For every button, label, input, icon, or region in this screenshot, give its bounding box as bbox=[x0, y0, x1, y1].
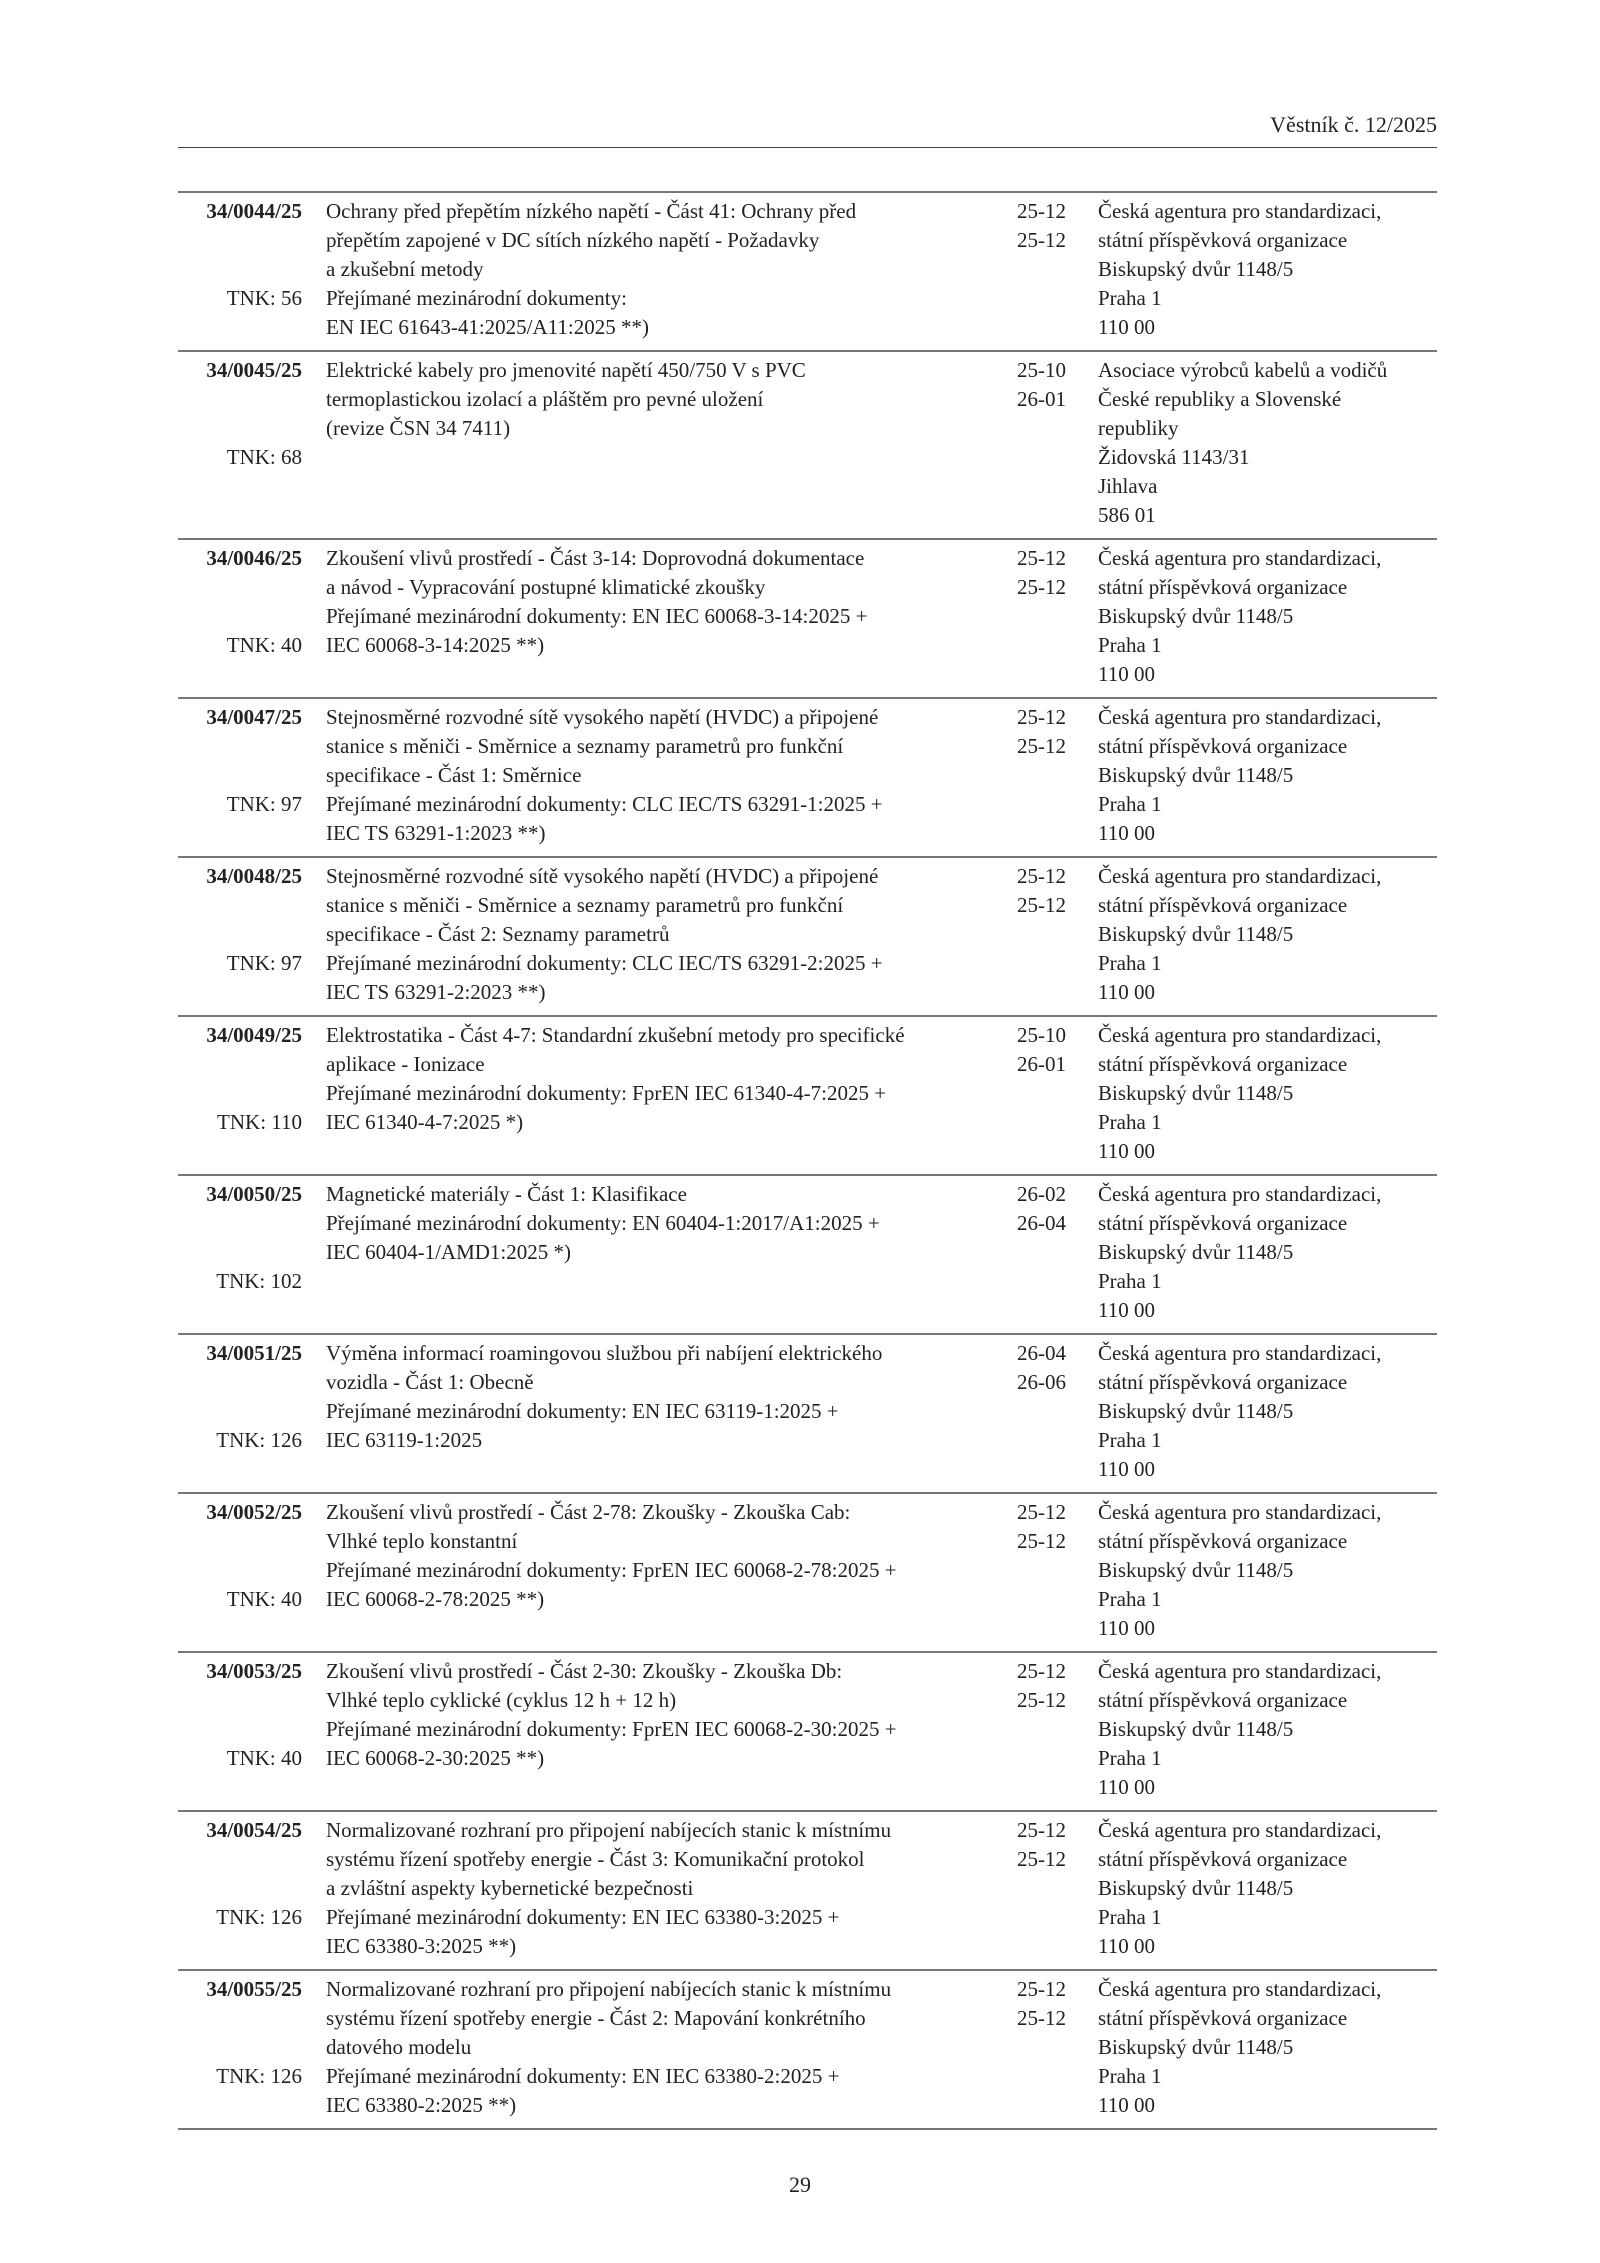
dates-column bbox=[1017, 1657, 1098, 1802]
organization-line: 110 00 bbox=[1098, 662, 1155, 686]
row-identifiers bbox=[178, 197, 302, 342]
description-line: stanice s měniči - Směrnice a seznamy parametrů pro funkční bbox=[326, 734, 844, 758]
description-line: stanice s měniči - Směrnice a seznamy parametrů pro funkční bbox=[326, 893, 844, 917]
standard-number: 34/0044/25 bbox=[206, 199, 302, 223]
tnk-number: TNK: 126 bbox=[216, 1905, 302, 1929]
organization-line: Česká agentura pro standardizaci, bbox=[1098, 1659, 1382, 1683]
description-line: IEC 60068-2-30:2025 **) bbox=[326, 1746, 545, 1770]
organization-address bbox=[1098, 862, 1437, 1007]
description-line: Magnetické materiály - Část 1: Klasifikace bbox=[326, 1182, 687, 1206]
table-row bbox=[178, 1494, 1437, 1653]
organization-address bbox=[1098, 1657, 1437, 1802]
date-value: 26-04 bbox=[1017, 1341, 1066, 1365]
row-identifiers bbox=[178, 703, 302, 848]
tnk-number: TNK: 40 bbox=[226, 1587, 302, 1611]
organization-line: Česká agentura pro standardizaci, bbox=[1098, 1341, 1382, 1365]
organization-line: 110 00 bbox=[1098, 1775, 1155, 1799]
organization-address bbox=[1098, 356, 1437, 530]
description-line: Výměna informací roamingovou službou při nabíjení elektrického bbox=[326, 1341, 883, 1365]
organization-line: Jihlava bbox=[1098, 474, 1158, 498]
description-line: specifikace - Část 2: Seznamy parametrů bbox=[326, 922, 670, 946]
organization-line: Biskupský dvůr 1148/5 bbox=[1098, 1081, 1294, 1105]
standard-number: 34/0050/25 bbox=[206, 1182, 302, 1206]
date-value: 25-12 bbox=[1017, 893, 1066, 917]
organization-line: 110 00 bbox=[1098, 980, 1155, 1004]
organization-line: Biskupský dvůr 1148/5 bbox=[1098, 1558, 1294, 1582]
description-line: IEC TS 63291-2:2023 **) bbox=[326, 980, 546, 1004]
date-value: 25-12 bbox=[1017, 1977, 1066, 2001]
date-value: 25-12 bbox=[1017, 734, 1066, 758]
table-row bbox=[178, 1335, 1437, 1494]
standard-description bbox=[326, 1180, 1017, 1325]
description-line: Normalizované rozhraní pro připojení nabíjecích stanic k místnímu bbox=[326, 1977, 892, 2001]
organization-address bbox=[1098, 1975, 1437, 2120]
organization-line: republiky bbox=[1098, 416, 1179, 440]
organization-line: Česká agentura pro standardizaci, bbox=[1098, 1818, 1382, 1842]
description-line: vozidla - Část 1: Obecně bbox=[326, 1370, 534, 1394]
description-line: Stejnosměrné rozvodné sítě vysokého napětí (HVDC) a připojené bbox=[326, 864, 879, 888]
organization-line: Praha 1 bbox=[1098, 1905, 1162, 1929]
organization-line: Praha 1 bbox=[1098, 1110, 1162, 1134]
standards-table bbox=[178, 191, 1437, 2130]
organization-line: 110 00 bbox=[1098, 821, 1155, 845]
description-line: Přejímané mezinárodní dokumenty: FprEN IEC 61340-4-7:2025 + bbox=[326, 1081, 887, 1105]
description-line: Přejímané mezinárodní dokumenty: EN IEC 60068-3-14:2025 + bbox=[326, 604, 868, 628]
organization-line: Česká agentura pro standardizaci, bbox=[1098, 546, 1382, 570]
table-row bbox=[178, 858, 1437, 1017]
standard-description bbox=[326, 197, 1017, 342]
date-value: 26-01 bbox=[1017, 387, 1066, 411]
organization-line: státní příspěvková organizace bbox=[1098, 575, 1348, 599]
standard-description bbox=[326, 356, 1017, 530]
table-row bbox=[178, 1017, 1437, 1176]
tnk-number: TNK: 56 bbox=[226, 286, 302, 310]
description-line: Ochrany před přepětím nízkého napětí - Část 41: Ochrany před bbox=[326, 199, 857, 223]
description-line: systému řízení spotřeby energie - Část 2: Mapování konkrétního bbox=[326, 2006, 866, 2030]
date-value: 25-12 bbox=[1017, 1529, 1066, 1553]
date-value: 26-01 bbox=[1017, 1052, 1066, 1076]
standard-number: 34/0049/25 bbox=[206, 1023, 302, 1047]
organization-line: 110 00 bbox=[1098, 1139, 1155, 1163]
standard-description bbox=[326, 1816, 1017, 1961]
table-row bbox=[178, 193, 1437, 352]
standard-description bbox=[326, 1021, 1017, 1166]
organization-address bbox=[1098, 197, 1437, 342]
dates-column bbox=[1017, 544, 1098, 689]
date-value: 25-12 bbox=[1017, 1659, 1066, 1683]
organization-address bbox=[1098, 1339, 1437, 1484]
date-value: 25-12 bbox=[1017, 1688, 1066, 1712]
date-value: 25-12 bbox=[1017, 199, 1066, 223]
standard-description bbox=[326, 1339, 1017, 1484]
description-line: IEC 60404-1/AMD1:2025 *) bbox=[326, 1240, 571, 1264]
description-line: Přejímané mezinárodní dokumenty: EN IEC 63119-1:2025 + bbox=[326, 1399, 839, 1423]
organization-line: Biskupský dvůr 1148/5 bbox=[1098, 922, 1294, 946]
organization-address bbox=[1098, 1816, 1437, 1961]
organization-line: Praha 1 bbox=[1098, 792, 1162, 816]
description-line: IEC 60068-3-14:2025 **) bbox=[326, 633, 545, 657]
tnk-number: TNK: 68 bbox=[226, 445, 302, 469]
tnk-number: TNK: 97 bbox=[226, 792, 302, 816]
organization-line: Česká agentura pro standardizaci, bbox=[1098, 1977, 1382, 2001]
organization-line: 110 00 bbox=[1098, 1457, 1155, 1481]
date-value: 25-12 bbox=[1017, 705, 1066, 729]
tnk-number: TNK: 40 bbox=[226, 633, 302, 657]
description-line: EN IEC 61643-41:2025/A11:2025 **) bbox=[326, 315, 649, 339]
description-line: termoplastickou izolací a pláštěm pro pevné uložení bbox=[326, 387, 764, 411]
standard-number: 34/0047/25 bbox=[206, 705, 302, 729]
description-line: Elektrické kabely pro jmenovité napětí 450/750 V s PVC bbox=[326, 358, 806, 382]
table-row bbox=[178, 1971, 1437, 2130]
description-line: Zkoušení vlivů prostředí - Část 3-14: Doprovodná dokumentace bbox=[326, 546, 865, 570]
row-identifiers bbox=[178, 1180, 302, 1325]
description-line: IEC 63119-1:2025 bbox=[326, 1428, 483, 1452]
standard-description bbox=[326, 1498, 1017, 1643]
organization-line: Biskupský dvůr 1148/5 bbox=[1098, 763, 1294, 787]
organization-line: Česká agentura pro standardizaci, bbox=[1098, 705, 1382, 729]
tnk-number: TNK: 126 bbox=[216, 1428, 302, 1452]
description-line: a návod - Vypracování postupné klimatické zkoušky bbox=[326, 575, 766, 599]
organization-address bbox=[1098, 544, 1437, 689]
dates-column bbox=[1017, 1339, 1098, 1484]
bulletin-header-title: Věstník č. 12/2025 bbox=[1270, 112, 1437, 137]
date-value: 25-10 bbox=[1017, 358, 1066, 382]
organization-line: Praha 1 bbox=[1098, 1746, 1162, 1770]
description-line: systému řízení spotřeby energie - Část 3: Komunikační protokol bbox=[326, 1847, 865, 1871]
organization-line: státní příspěvková organizace bbox=[1098, 1529, 1348, 1553]
date-value: 25-12 bbox=[1017, 864, 1066, 888]
description-line: a zvláštní aspekty kybernetické bezpečnosti bbox=[326, 1876, 694, 1900]
organization-line: státní příspěvková organizace bbox=[1098, 734, 1348, 758]
organization-line: státní příspěvková organizace bbox=[1098, 1052, 1348, 1076]
organization-line: Židovská 1143/31 bbox=[1098, 445, 1250, 469]
organization-line: Česká agentura pro standardizaci, bbox=[1098, 199, 1382, 223]
standard-description bbox=[326, 1657, 1017, 1802]
dates-column bbox=[1017, 703, 1098, 848]
organization-line: Praha 1 bbox=[1098, 1428, 1162, 1452]
organization-line: Praha 1 bbox=[1098, 1269, 1162, 1293]
date-value: 25-12 bbox=[1017, 546, 1066, 570]
description-line: přepětím zapojené v DC sítích nízkého napětí - Požadavky bbox=[326, 228, 820, 252]
organization-line: Praha 1 bbox=[1098, 286, 1162, 310]
standard-number: 34/0048/25 bbox=[206, 864, 302, 888]
standard-description bbox=[326, 544, 1017, 689]
description-line: Stejnosměrné rozvodné sítě vysokého napětí (HVDC) a připojené bbox=[326, 705, 879, 729]
organization-line: Biskupský dvůr 1148/5 bbox=[1098, 257, 1294, 281]
row-identifiers bbox=[178, 1498, 302, 1643]
organization-address bbox=[1098, 1180, 1437, 1325]
description-line: IEC 63380-2:2025 **) bbox=[326, 2093, 517, 2117]
organization-address bbox=[1098, 1021, 1437, 1166]
row-identifiers bbox=[178, 1975, 302, 2120]
organization-line: Praha 1 bbox=[1098, 951, 1162, 975]
organization-line: Praha 1 bbox=[1098, 2064, 1162, 2088]
description-line: Přejímané mezinárodní dokumenty: EN 60404-1:2017/A1:2025 + bbox=[326, 1211, 880, 1235]
row-identifiers bbox=[178, 356, 302, 530]
organization-line: státní příspěvková organizace bbox=[1098, 1688, 1348, 1712]
description-line: Normalizované rozhraní pro připojení nabíjecích stanic k místnímu bbox=[326, 1818, 892, 1842]
standard-number: 34/0052/25 bbox=[206, 1500, 302, 1524]
description-line: Zkoušení vlivů prostředí - Část 2-78: Zkoušky - Zkouška Cab: bbox=[326, 1500, 851, 1524]
description-line: Přejímané mezinárodní dokumenty: CLC IEC/TS 63291-2:2025 + bbox=[326, 951, 883, 975]
organization-line: 110 00 bbox=[1098, 1616, 1155, 1640]
organization-line: Česká agentura pro standardizaci, bbox=[1098, 1023, 1382, 1047]
row-identifiers bbox=[178, 1339, 302, 1484]
standard-number: 34/0055/25 bbox=[206, 1977, 302, 2001]
standard-number: 34/0045/25 bbox=[206, 358, 302, 382]
organization-line: Biskupský dvůr 1148/5 bbox=[1098, 1876, 1294, 1900]
organization-line: 110 00 bbox=[1098, 2093, 1155, 2117]
description-line: IEC 61340-4-7:2025 *) bbox=[326, 1110, 524, 1134]
description-line: Přejímané mezinárodní dokumenty: EN IEC 63380-3:2025 + bbox=[326, 1905, 840, 1929]
description-line: Přejímané mezinárodní dokumenty: FprEN IEC 60068-2-30:2025 + bbox=[326, 1717, 897, 1741]
organization-line: státní příspěvková organizace bbox=[1098, 228, 1348, 252]
organization-line: Česká agentura pro standardizaci, bbox=[1098, 864, 1382, 888]
dates-column bbox=[1017, 1021, 1098, 1166]
organization-line: státní příspěvková organizace bbox=[1098, 1370, 1348, 1394]
description-line: (revize ČSN 34 7411) bbox=[326, 416, 511, 440]
dates-column bbox=[1017, 1498, 1098, 1643]
date-value: 25-10 bbox=[1017, 1023, 1066, 1047]
organization-line: Biskupský dvůr 1148/5 bbox=[1098, 1240, 1294, 1264]
description-line: Přejímané mezinárodní dokumenty: EN IEC 63380-2:2025 + bbox=[326, 2064, 840, 2088]
row-identifiers bbox=[178, 1021, 302, 1166]
organization-address bbox=[1098, 1498, 1437, 1643]
standard-number: 34/0046/25 bbox=[206, 546, 302, 570]
description-line: Elektrostatika - Část 4-7: Standardní zkušební metody pro specifické bbox=[326, 1023, 905, 1047]
description-line: Vlhké teplo konstantní bbox=[326, 1529, 518, 1553]
organization-line: Biskupský dvůr 1148/5 bbox=[1098, 1399, 1294, 1423]
organization-line: Biskupský dvůr 1148/5 bbox=[1098, 604, 1294, 628]
standard-number: 34/0054/25 bbox=[206, 1818, 302, 1842]
organization-line: 110 00 bbox=[1098, 315, 1155, 339]
organization-line: 110 00 bbox=[1098, 1934, 1155, 1958]
table-row bbox=[178, 540, 1437, 699]
standard-number: 34/0053/25 bbox=[206, 1659, 302, 1683]
dates-column bbox=[1017, 1180, 1098, 1325]
description-line: Zkoušení vlivů prostředí - Část 2-30: Zkoušky - Zkouška Db: bbox=[326, 1659, 843, 1683]
dates-column bbox=[1017, 1816, 1098, 1961]
tnk-number: TNK: 126 bbox=[216, 2064, 302, 2088]
organization-line: Česká agentura pro standardizaci, bbox=[1098, 1182, 1382, 1206]
description-line: IEC TS 63291-1:2023 **) bbox=[326, 821, 546, 845]
description-line: Přejímané mezinárodní dokumenty: bbox=[326, 286, 627, 310]
description-line: IEC 60068-2-78:2025 **) bbox=[326, 1587, 545, 1611]
dates-column bbox=[1017, 197, 1098, 342]
tnk-number: TNK: 97 bbox=[226, 951, 302, 975]
description-line: datového modelu bbox=[326, 2035, 472, 2059]
table-row bbox=[178, 352, 1437, 540]
organization-line: Praha 1 bbox=[1098, 633, 1162, 657]
table-row bbox=[178, 699, 1437, 858]
organization-line: 110 00 bbox=[1098, 1298, 1155, 1322]
organization-line: Praha 1 bbox=[1098, 1587, 1162, 1611]
organization-line: České republiky a Slovenské bbox=[1098, 387, 1342, 411]
header-divider bbox=[178, 147, 1437, 148]
description-line: aplikace - Ionizace bbox=[326, 1052, 485, 1076]
page-number: 29 bbox=[789, 2172, 811, 2197]
standard-description bbox=[326, 862, 1017, 1007]
standard-description bbox=[326, 1975, 1017, 2120]
description-line: Vlhké teplo cyklické (cyklus 12 h + 12 h) bbox=[326, 1688, 677, 1712]
organization-line: 586 01 bbox=[1098, 503, 1156, 527]
standard-number: 34/0051/25 bbox=[206, 1341, 302, 1365]
description-line: IEC 63380-3:2025 **) bbox=[326, 1934, 517, 1958]
table-row bbox=[178, 1176, 1437, 1335]
description-line: Přejímané mezinárodní dokumenty: FprEN IEC 60068-2-78:2025 + bbox=[326, 1558, 897, 1582]
date-value: 26-02 bbox=[1017, 1182, 1066, 1206]
organization-line: Biskupský dvůr 1148/5 bbox=[1098, 2035, 1294, 2059]
tnk-number: TNK: 40 bbox=[226, 1746, 302, 1770]
date-value: 25-12 bbox=[1017, 1818, 1066, 1842]
date-value: 25-12 bbox=[1017, 228, 1066, 252]
tnk-number: TNK: 102 bbox=[216, 1269, 302, 1293]
table-row bbox=[178, 1812, 1437, 1971]
date-value: 25-12 bbox=[1017, 1847, 1066, 1871]
row-identifiers bbox=[178, 544, 302, 689]
description-line: specifikace - Část 1: Směrnice bbox=[326, 763, 582, 787]
date-value: 25-12 bbox=[1017, 2006, 1066, 2030]
description-line: a zkušební metody bbox=[326, 257, 484, 281]
description-line: Přejímané mezinárodní dokumenty: CLC IEC/TS 63291-1:2025 + bbox=[326, 792, 883, 816]
tnk-number: TNK: 110 bbox=[217, 1110, 302, 1134]
dates-column bbox=[1017, 356, 1098, 530]
organization-line: státní příspěvková organizace bbox=[1098, 1847, 1348, 1871]
organization-line: státní příspěvková organizace bbox=[1098, 893, 1348, 917]
date-value: 25-12 bbox=[1017, 1500, 1066, 1524]
date-value: 26-04 bbox=[1017, 1211, 1066, 1235]
organization-line: státní příspěvková organizace bbox=[1098, 2006, 1348, 2030]
organization-line: Česká agentura pro standardizaci, bbox=[1098, 1500, 1382, 1524]
organization-line: Asociace výrobců kabelů a vodičů bbox=[1098, 358, 1388, 382]
row-identifiers bbox=[178, 1657, 302, 1802]
row-identifiers bbox=[178, 862, 302, 1007]
table-row bbox=[178, 1653, 1437, 1812]
dates-column bbox=[1017, 1975, 1098, 2120]
standard-description bbox=[326, 703, 1017, 848]
organization-line: státní příspěvková organizace bbox=[1098, 1211, 1348, 1235]
row-identifiers bbox=[178, 1816, 302, 1961]
organization-address bbox=[1098, 703, 1437, 848]
date-value: 26-06 bbox=[1017, 1370, 1066, 1394]
organization-line: Biskupský dvůr 1148/5 bbox=[1098, 1717, 1294, 1741]
date-value: 25-12 bbox=[1017, 575, 1066, 599]
dates-column bbox=[1017, 862, 1098, 1007]
